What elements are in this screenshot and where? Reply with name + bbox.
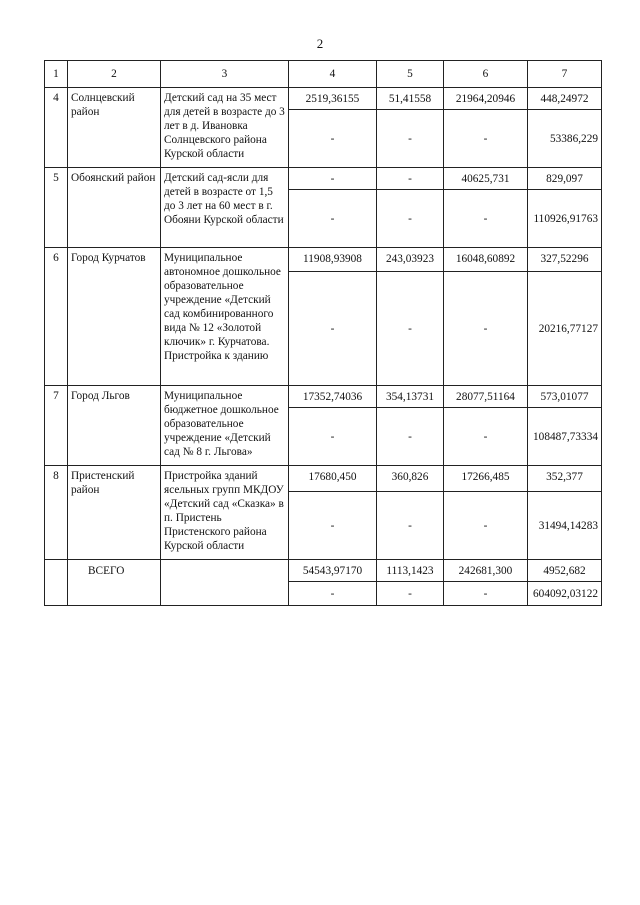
value-cell: 352,377 <box>528 466 602 492</box>
value-cell: - <box>289 168 377 190</box>
value-cell: - <box>444 272 528 386</box>
value-cell: 360,826 <box>377 466 444 492</box>
value-cell: - <box>444 110 528 168</box>
row-number: 5 <box>45 168 68 248</box>
table-row <box>45 248 602 272</box>
value-cell: - <box>377 272 444 386</box>
value-cell: - <box>377 110 444 168</box>
district-name: Город Курчатов <box>68 248 161 386</box>
value-cell: 243,03923 <box>377 248 444 272</box>
value-cell: - <box>377 408 444 466</box>
total-value-cell: 242681,300 <box>444 560 528 582</box>
total-value-cell: 54543,97170 <box>289 560 377 582</box>
value-cell: 16048,60892 <box>444 248 528 272</box>
total-value-cell: - <box>444 582 528 606</box>
table-row <box>45 386 602 408</box>
value-cell: 51,41558 <box>377 88 444 110</box>
value-cell: 31494,14283 <box>528 492 602 560</box>
total-value-cell: - <box>377 582 444 606</box>
total-row <box>45 560 602 582</box>
total-value-cell: 604092,03122 <box>528 582 602 606</box>
table-row <box>45 88 602 110</box>
table-row <box>45 466 602 492</box>
header-cell: 7 <box>528 61 602 88</box>
value-cell: - <box>289 110 377 168</box>
value-cell: 21964,20946 <box>444 88 528 110</box>
total-label: ВСЕГО <box>68 560 161 606</box>
total-value-cell: - <box>289 582 377 606</box>
value-cell: 20216,77127 <box>528 272 602 386</box>
funding-table <box>44 60 602 606</box>
total-number-cell <box>45 560 68 606</box>
header-cell: 3 <box>161 61 289 88</box>
row-number: 4 <box>45 88 68 168</box>
value-cell: 448,24972 <box>528 88 602 110</box>
value-cell: 17680,450 <box>289 466 377 492</box>
header-cell: 5 <box>377 61 444 88</box>
row-number: 8 <box>45 466 68 560</box>
total-object-cell <box>161 560 289 606</box>
district-name: Солнцевский район <box>68 88 161 168</box>
district-name: Пристенский район <box>68 466 161 560</box>
total-value-cell: 4952,682 <box>528 560 602 582</box>
value-cell: 17352,74036 <box>289 386 377 408</box>
header-cell: 4 <box>289 61 377 88</box>
value-cell: - <box>444 408 528 466</box>
value-cell: 11908,93908 <box>289 248 377 272</box>
district-name: Город Льгов <box>68 386 161 466</box>
table-row <box>45 168 602 190</box>
total-value-cell: 1113,1423 <box>377 560 444 582</box>
header-cell: 1 <box>45 61 68 88</box>
value-cell: - <box>377 190 444 248</box>
value-cell: 573,01077 <box>528 386 602 408</box>
header-cell: 6 <box>444 61 528 88</box>
value-cell: - <box>444 492 528 560</box>
header-cell: 2 <box>68 61 161 88</box>
value-cell: 108487,73334 <box>528 408 602 466</box>
table-header-row <box>45 61 602 88</box>
value-cell: 53386,229 <box>528 110 602 168</box>
value-cell: 327,52296 <box>528 248 602 272</box>
value-cell: - <box>377 168 444 190</box>
value-cell: - <box>289 408 377 466</box>
value-cell: 829,097 <box>528 168 602 190</box>
value-cell: - <box>289 190 377 248</box>
value-cell: 110926,91763 <box>528 190 602 248</box>
value-cell: - <box>289 492 377 560</box>
value-cell: 2519,36155 <box>289 88 377 110</box>
value-cell: - <box>444 190 528 248</box>
value-cell: - <box>289 272 377 386</box>
object-description: Детский сад-ясли для детей в возрасте от 1,5 до 3 лет на 60 мест в г. Обояни Курской области <box>161 168 289 248</box>
value-cell: 354,13731 <box>377 386 444 408</box>
value-cell: - <box>377 492 444 560</box>
row-number: 6 <box>45 248 68 386</box>
object-description: Детский сад на 35 мест для детей в возрасте до 3 лет в д. Ивановка Солнцевского района Курской области <box>161 88 289 168</box>
object-description: Муниципальное автономное дошкольное образовательное учреждение «Детский сад комбинированного вида № 12 «Золотой ключик» г. Курчатова. Пристройка к зданию <box>161 248 289 386</box>
object-description: Муниципальное бюджетное дошкольное образовательное учреждение «Детский сад № 8 г. Льгова» <box>161 386 289 466</box>
row-number: 7 <box>45 386 68 466</box>
value-cell: 40625,731 <box>444 168 528 190</box>
district-name: Обоянский район <box>68 168 161 248</box>
value-cell: 17266,485 <box>444 466 528 492</box>
value-cell: 28077,51164 <box>444 386 528 408</box>
page-number: 2 <box>316 36 324 51</box>
object-description: Пристройка зданий ясельных групп МКДОУ «Детский сад «Сказка» в п. Пристень Пристенского района Курской области <box>161 466 289 560</box>
